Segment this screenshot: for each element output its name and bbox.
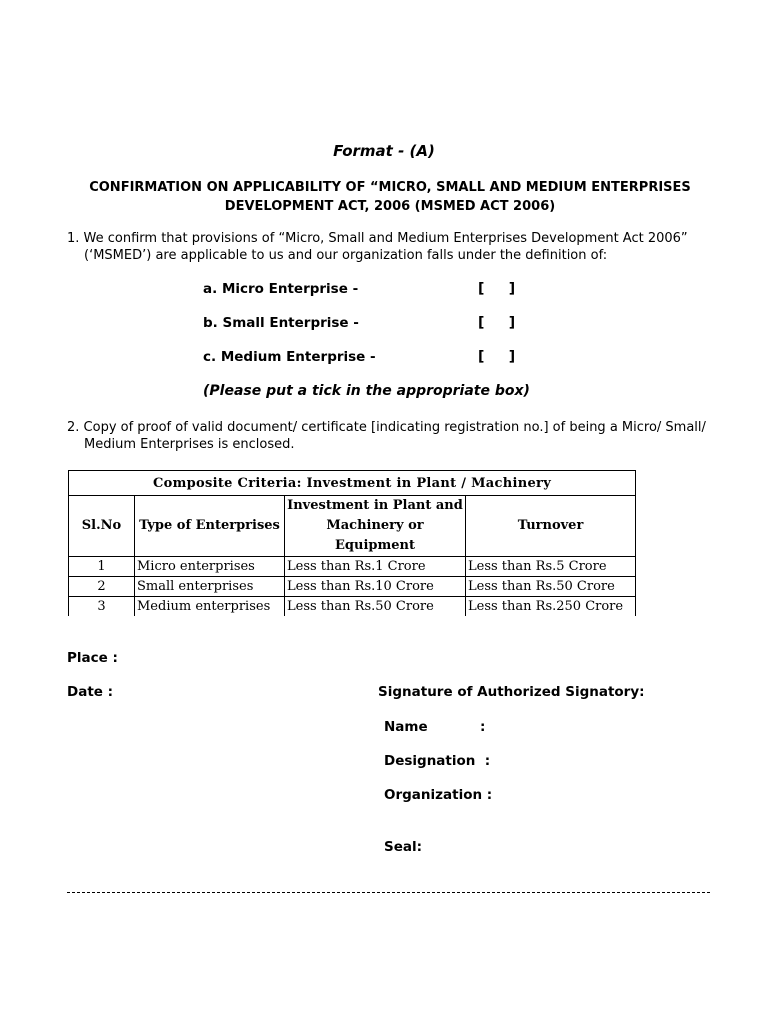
table-row [69, 577, 636, 597]
organization-label: Organization : [384, 787, 493, 803]
cell-type: Medium enterprises [135, 597, 285, 617]
document-heading [60, 178, 720, 216]
option-small-label: b. Small Enterprise - [203, 315, 359, 331]
cell-turnover: Less than Rs.5 Crore [466, 557, 636, 577]
date-label: Date : [67, 684, 114, 700]
designation-label: Designation : [384, 753, 491, 769]
cell-turnover: Less than Rs.250 Crore [466, 597, 636, 617]
option-medium-label: c. Medium Enterprise - [203, 349, 376, 365]
cell-sl-no: 3 [69, 597, 135, 617]
option-micro-label: a. Micro Enterprise - [203, 281, 359, 297]
place-label: Place : [67, 650, 118, 666]
cell-investment: Less than Rs.10 Crore [285, 577, 466, 597]
table-title: Composite Criteria: Investment in Plant / Machinery [69, 471, 636, 496]
table-row [69, 557, 636, 577]
clause-1-line-1: 1. We confirm that provisions of “Micro, Small and Medium Enterprises Development Act 2006” [67, 231, 688, 246]
cell-investment: Less than Rs.50 Crore [285, 597, 466, 617]
name-colon: : [480, 719, 486, 735]
clause-2-line-2: Medium Enterprises is enclosed. [84, 437, 295, 452]
clause-2-line-1: 2. Copy of proof of valid document/ certificate [indicating registration no.] of being a Micro/ Small/ [67, 420, 706, 435]
heading-line-1: CONFIRMATION ON APPLICABILITY OF “MICRO, SMALL AND MEDIUM ENTERPRISES [89, 180, 691, 195]
clause-2 [67, 419, 707, 453]
header-sl-no: Sl.No [69, 496, 135, 557]
cell-investment: Less than Rs.1 Crore [285, 557, 466, 577]
header-turnover: Turnover [466, 496, 636, 557]
clause-1 [67, 230, 707, 264]
format-title: Format - (A) [333, 142, 435, 160]
clause-1-line-2: (‘MSMED’) are applicable to us and our organization falls under the definition of: [84, 248, 608, 263]
cell-turnover: Less than Rs.50 Crore [466, 577, 636, 597]
seal-label: Seal: [384, 839, 423, 855]
dashed-separator [67, 892, 710, 893]
option-micro-checkbox[interactable]: [ ] [478, 281, 516, 297]
header-investment: Investment in Plant and Machinery or Equipment [285, 496, 466, 557]
name-label: Name [384, 719, 428, 735]
cell-sl-no: 2 [69, 577, 135, 597]
cell-sl-no: 1 [69, 557, 135, 577]
criteria-table [68, 470, 636, 616]
signature-label: Signature of Authorized Signatory: [378, 684, 645, 700]
option-small-checkbox[interactable]: [ ] [478, 315, 516, 331]
heading-line-2: DEVELOPMENT ACT, 2006 (MSMED ACT 2006) [224, 199, 556, 214]
header-type: Type of Enterprises [135, 496, 285, 557]
table-row [69, 597, 636, 617]
cell-type: Small enterprises [135, 577, 285, 597]
tick-instruction: (Please put a tick in the appropriate box) [203, 383, 530, 399]
cell-type: Micro enterprises [135, 557, 285, 577]
option-medium-checkbox[interactable]: [ ] [478, 349, 516, 365]
